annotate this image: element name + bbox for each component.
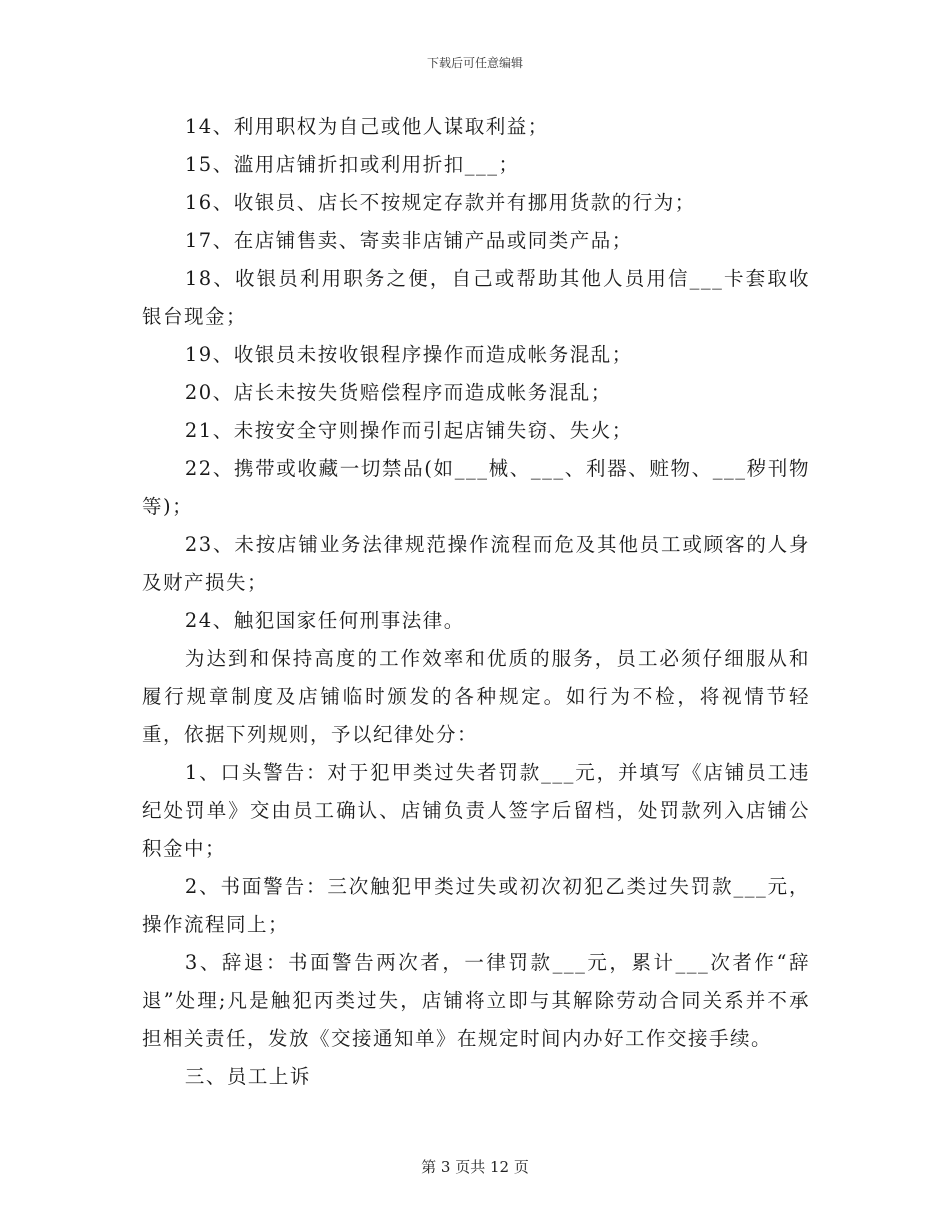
page-header: 下载后可任意编辑: [426, 56, 523, 70]
penalty-written-warning: 2、书面警告：三次触犯甲类过失或初次初犯乙类过失罚款___元，操作流程同上；: [142, 875, 810, 936]
penalty-dismissal: 3、辞退：书面警告两次者，一律罚款___元，累计___次者作“辞退”处理;凡是触犯丙类过失，店铺将立即与其解除劳动合同关系并不承担相关责任，发放《交接通知单》在规定时间内办好工作交接手续。: [142, 951, 810, 1050]
document-body: [142, 108, 810, 1096]
rule-item-18: 18、收银员利用职务之便，自己或帮助其他人员用信___卡套取收银台现金；: [142, 267, 810, 328]
rule-item-17: 17、在店铺售卖、寄卖非店铺产品或同类产品；: [184, 229, 633, 252]
rule-item-14: 14、利用职权为自己或他人谋取利益；: [184, 115, 549, 138]
rule-item-22: 22、携带或收藏一切禁品(如___械、___、利器、赃物、___秽刊物等)；: [142, 457, 810, 518]
section-heading-appeal: 三、员工上诉: [184, 1065, 311, 1088]
penalty-verbal-warning: 1、口头警告：对于犯甲类过失者罚款___元，并填写《店铺员工违纪处罚单》交由员工确认、店铺负责人签字后留档，处罚款列入店铺公积金中；: [142, 761, 810, 860]
rule-item-24: 24、触犯国家任何刑事法律。: [184, 609, 465, 632]
page-number-footer: 第 3 页共 12 页: [421, 1158, 529, 1176]
rule-item-15: 15、滥用店铺折扣或利用折扣___；: [184, 153, 520, 176]
rule-item-19: 19、收银员未按收银程序操作而造成帐务混乱；: [184, 343, 633, 366]
discipline-intro-paragraph: 为达到和保持高度的工作效率和优质的服务，员工必须仔细服从和履行规章制度及店铺临时颁发的各种规定。如行为不检，将视情节轻重，依据下列规则，予以纪律处分：: [142, 647, 810, 746]
rule-item-20: 20、店长未按失货赔偿程序而造成帐务混乱；: [184, 381, 612, 404]
rule-item-23: 23、未按店铺业务法律规范操作流程而危及其他员工或顾客的人身及财产损失；: [142, 533, 810, 594]
rule-item-16: 16、收银员、店长不按规定存款并有挪用货款的行为；: [184, 191, 696, 214]
rule-item-21: 21、未按安全守则操作而引起店铺失窃、失火；: [184, 419, 633, 442]
